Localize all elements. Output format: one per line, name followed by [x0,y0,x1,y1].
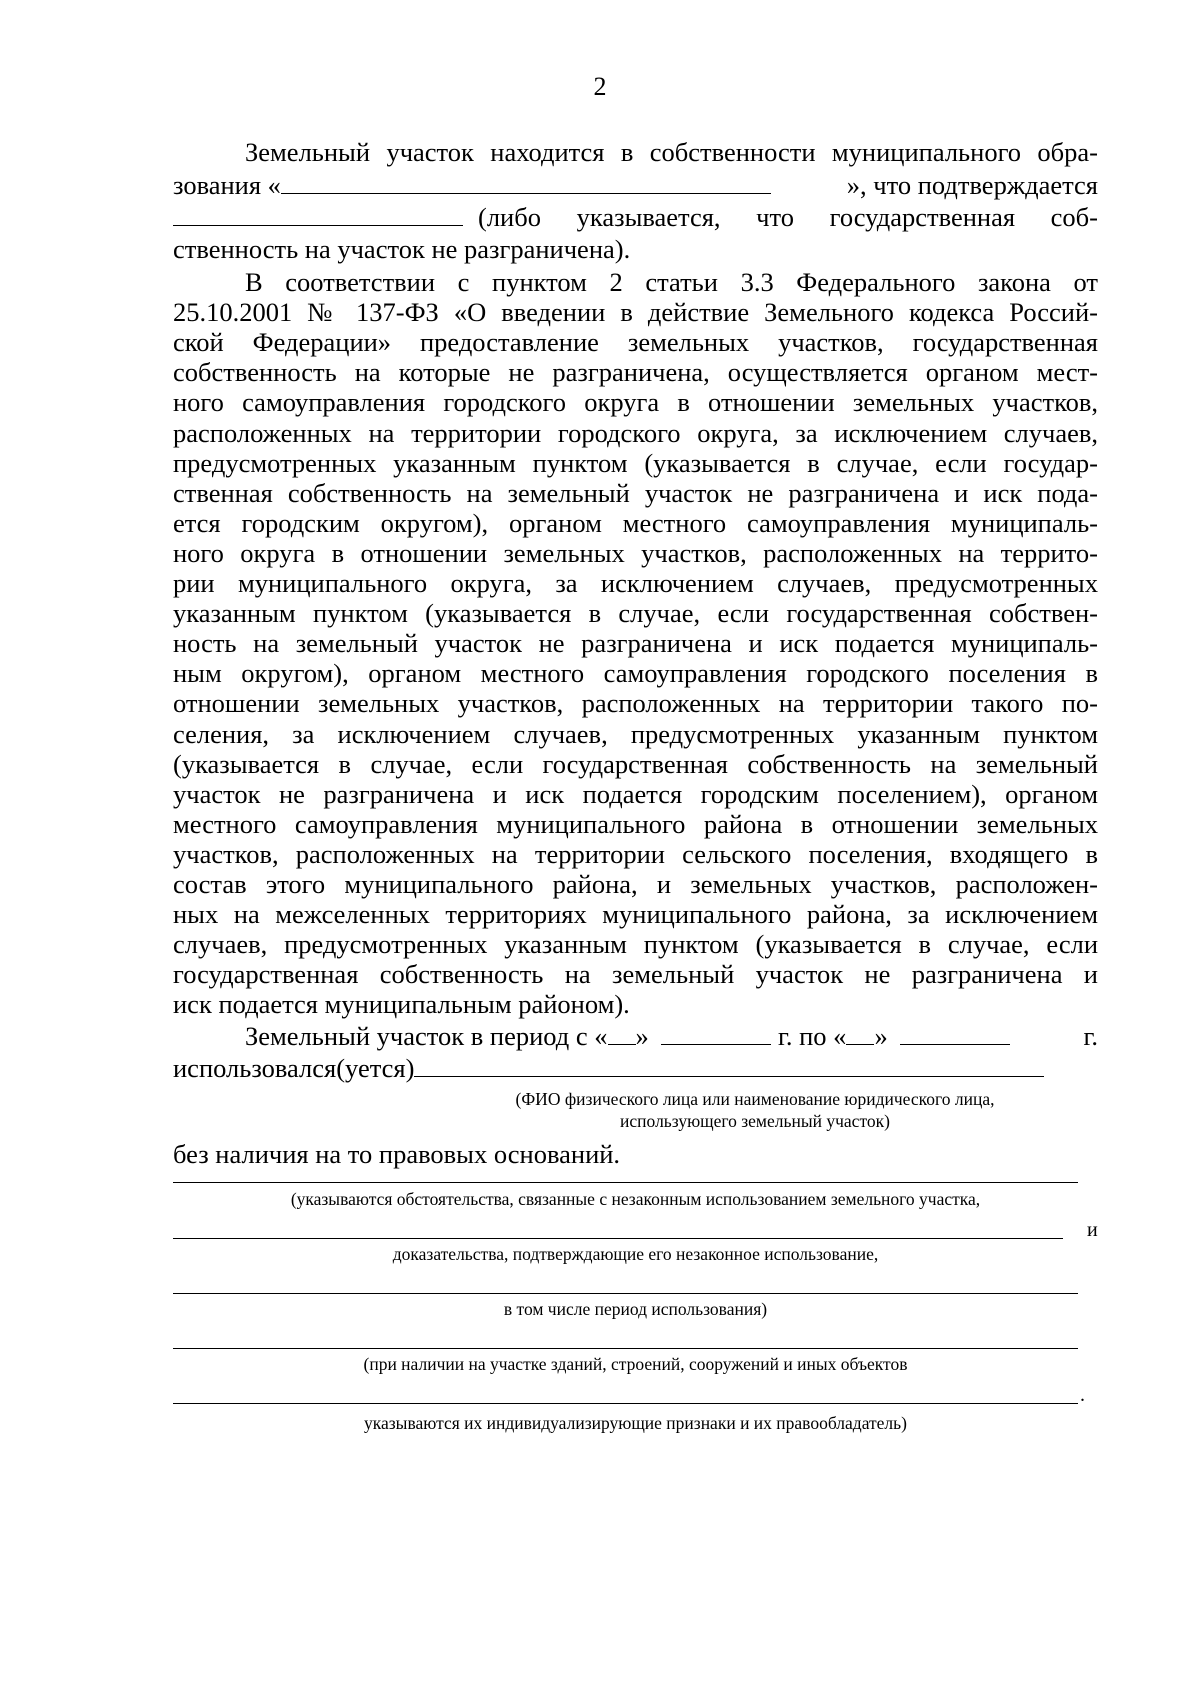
p2-line: селения, за исключением случаев, предусмотренных указанным пунктом [173,718,1098,749]
p1-line-4: ственность на участок не разграничена). [173,234,631,264]
caption-2: доказательства, подтверждающие его незаконное использование, [392,1244,879,1264]
p2-line: указанным пунктом (указывается в случае, если государственная собствен- [173,598,1098,629]
p3-text-c: г. по « [778,1021,847,1051]
p2-line: расположенных на территории городского округа, за исключением случаев, [173,417,1098,448]
caption-fio-2: использующего земельный участок) [620,1111,890,1131]
caption-fio-1: (ФИО физического лица или наименование юридического лица, [515,1089,995,1109]
p2-line: иск подается муниципальным районом). [173,989,630,1020]
p2-line: ской Федерации» предоставление земельных участков, государственная [173,327,1098,358]
p2-line: ным округом), органом местного самоуправления городского поселения в [173,658,1098,689]
p2-line: ется городским округом), органом местного самоуправления муниципаль- [173,507,1098,538]
p2-line: 25.10.2001 № 137-ФЗ «О введении в действие Земельного кодекса Россий- [173,297,1098,328]
blank-line-3 [173,1293,1078,1294]
user-name-blank [414,1054,1044,1077]
caption-dot: . [1080,1384,1085,1406]
p2-line: В соответствии с пунктом 2 статьи 3.3 Федерального закона от [245,267,1098,297]
p2-line: ных на межселенных территориях муниципального района, за исключением [173,899,1098,930]
p2-line: предусмотренных указанным пунктом (указывается в случае, если государ- [173,447,1098,478]
caption-1: (указываются обстоятельства, связанные с незаконным использованием земельного участка, [290,1189,981,1209]
p2-line: (указывается в случае, если государственная собственность на земельный [173,748,1098,779]
month-from-blank [661,1022,771,1045]
p4-line: без наличия на то правовых оснований. [173,1139,621,1169]
day-from-blank [608,1022,636,1045]
owner-blank [281,171,771,194]
caption-3: в том числе период использования) [503,1299,768,1319]
p3-text-b: » [635,1021,649,1051]
caption-4: (при наличии на участке зданий, строений, сооружений и иных объектов [363,1354,908,1374]
p3-text-a: Земельный участок в период с « [245,1021,608,1051]
p3-line-1 [245,1020,1098,1053]
p2-line: случаев, предусмотренных указанным пунктом (указывается в случае, если [173,929,1098,960]
day-to-blank [846,1022,874,1045]
caption-5: указываются их индивидуализирующие признаки и их правообладатель) [364,1413,907,1433]
caption-and: и [1087,1219,1098,1241]
p2-line: государственная собственность на земельный участок не разграничена и [173,959,1098,990]
p3-line-2 [173,1052,1098,1085]
document-blank [173,203,463,226]
p1-line-3 [173,201,1098,234]
p2-line: местного самоуправления муниципального района в отношении земельных [173,808,1098,839]
p2-line: участков, расположенных на территории сельского поселения, входящего в [173,838,1098,869]
p1-line-2-end: », что подтверждается [846,170,1098,200]
p2-line: ного самоуправления городского округа в отношении земельных участков, [173,387,1098,418]
p2-line: состав этого муниципального района, и земельных участков, расположен- [173,869,1098,899]
blank-line-2 [173,1238,1063,1239]
blank-line-5 [173,1403,1078,1404]
p2-line: собственность на которые не разграничена, осуществляется органом мест- [173,357,1098,388]
p1-line-2-start: зования « [173,170,281,200]
p2-line: рии муниципального округа, за исключением случаев, предусмотренных [173,568,1098,598]
blank-line-4 [173,1348,1078,1349]
month-to-blank [900,1022,1010,1045]
p2-line: участок не разграничена и иск подается городским поселением), органом [173,778,1098,809]
p3-line-2-text: использовался(уется) [173,1053,415,1083]
blank-line-1 [173,1182,1078,1183]
p2-line: ного округа в отношении земельных участков, расположенных на террито- [173,537,1098,568]
p2-line: ность на земельный участок не разграничена и иск подается муниципаль- [173,628,1098,659]
p2-line: ственная собственность на земельный участок не разграничена и иск пода- [173,477,1098,508]
p1-line-1: Земельный участок находится в собственности муниципального обра- [245,137,1098,167]
p3-text-e: г. [1083,1021,1098,1051]
page-number: 2 [593,72,607,101]
p2-line: отношении земельных участков, расположенных на территории такого по- [173,688,1098,719]
p3-text-d: » [874,1021,888,1051]
p1-line-3-text: (либо указывается, что государственная соб- [478,202,1098,232]
p1-line-2 [173,169,1098,202]
